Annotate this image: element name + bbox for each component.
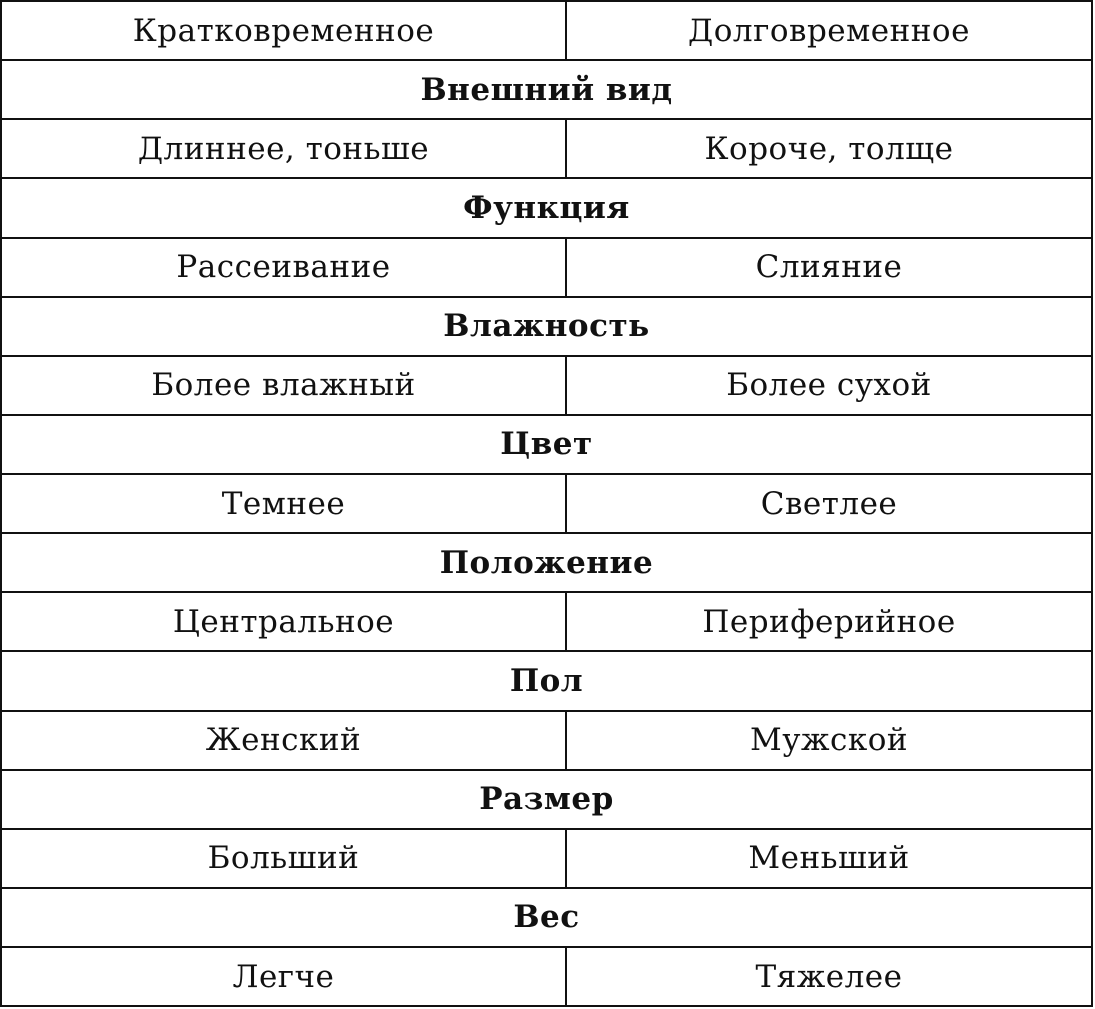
section-title: Цвет (500, 426, 593, 463)
long-term-value: Слияние (755, 249, 903, 286)
header-right: Долговременное (688, 12, 970, 49)
section-title-row (2, 296, 1091, 355)
long-term-value: Мужской (749, 722, 909, 759)
short-term-value: Темнее (2, 475, 567, 532)
short-term-value: Больший (2, 830, 567, 887)
section-title-row (2, 532, 1091, 591)
short-term-value: Центральное (2, 593, 567, 650)
section-title-row (2, 59, 1091, 118)
section-title-row (2, 769, 1091, 828)
short-term-value: Более влажный (2, 357, 567, 414)
section-title: Положение (439, 544, 654, 581)
short-term-value: Легче (2, 948, 567, 1005)
short-term-value: Женский (2, 712, 567, 769)
section-values-row (2, 355, 1091, 414)
section-values-row (2, 946, 1091, 1005)
section-title: Пол (509, 662, 584, 699)
section-values-row (2, 591, 1091, 650)
section-title-row (2, 414, 1091, 473)
section-values-row (2, 473, 1091, 532)
short-term-value: Рассеивание (2, 239, 567, 296)
section-values-row (2, 828, 1091, 887)
section-title: Внешний вид (420, 71, 673, 108)
section-title-row (2, 650, 1091, 709)
section-title: Размер (479, 781, 614, 818)
header-left: Кратковременное (2, 2, 567, 59)
section-values-row (2, 118, 1091, 177)
section-title: Функция (463, 189, 630, 226)
long-term-value: Периферийное (702, 603, 956, 640)
section-title-row (2, 177, 1091, 236)
short-term-value: Длиннее, тоньше (2, 120, 567, 177)
long-term-value: Светлее (760, 485, 898, 522)
section-values-row (2, 710, 1091, 769)
long-term-value: Более сухой (726, 367, 932, 404)
long-term-value: Короче, толще (704, 130, 954, 167)
section-title-row (2, 887, 1091, 946)
long-term-value: Тяжелее (755, 958, 903, 995)
section-values-row (2, 237, 1091, 296)
section-title: Влажность (443, 308, 650, 345)
section-title: Вес (513, 899, 580, 936)
long-term-value: Меньший (748, 840, 910, 877)
header-row (2, 2, 1091, 59)
